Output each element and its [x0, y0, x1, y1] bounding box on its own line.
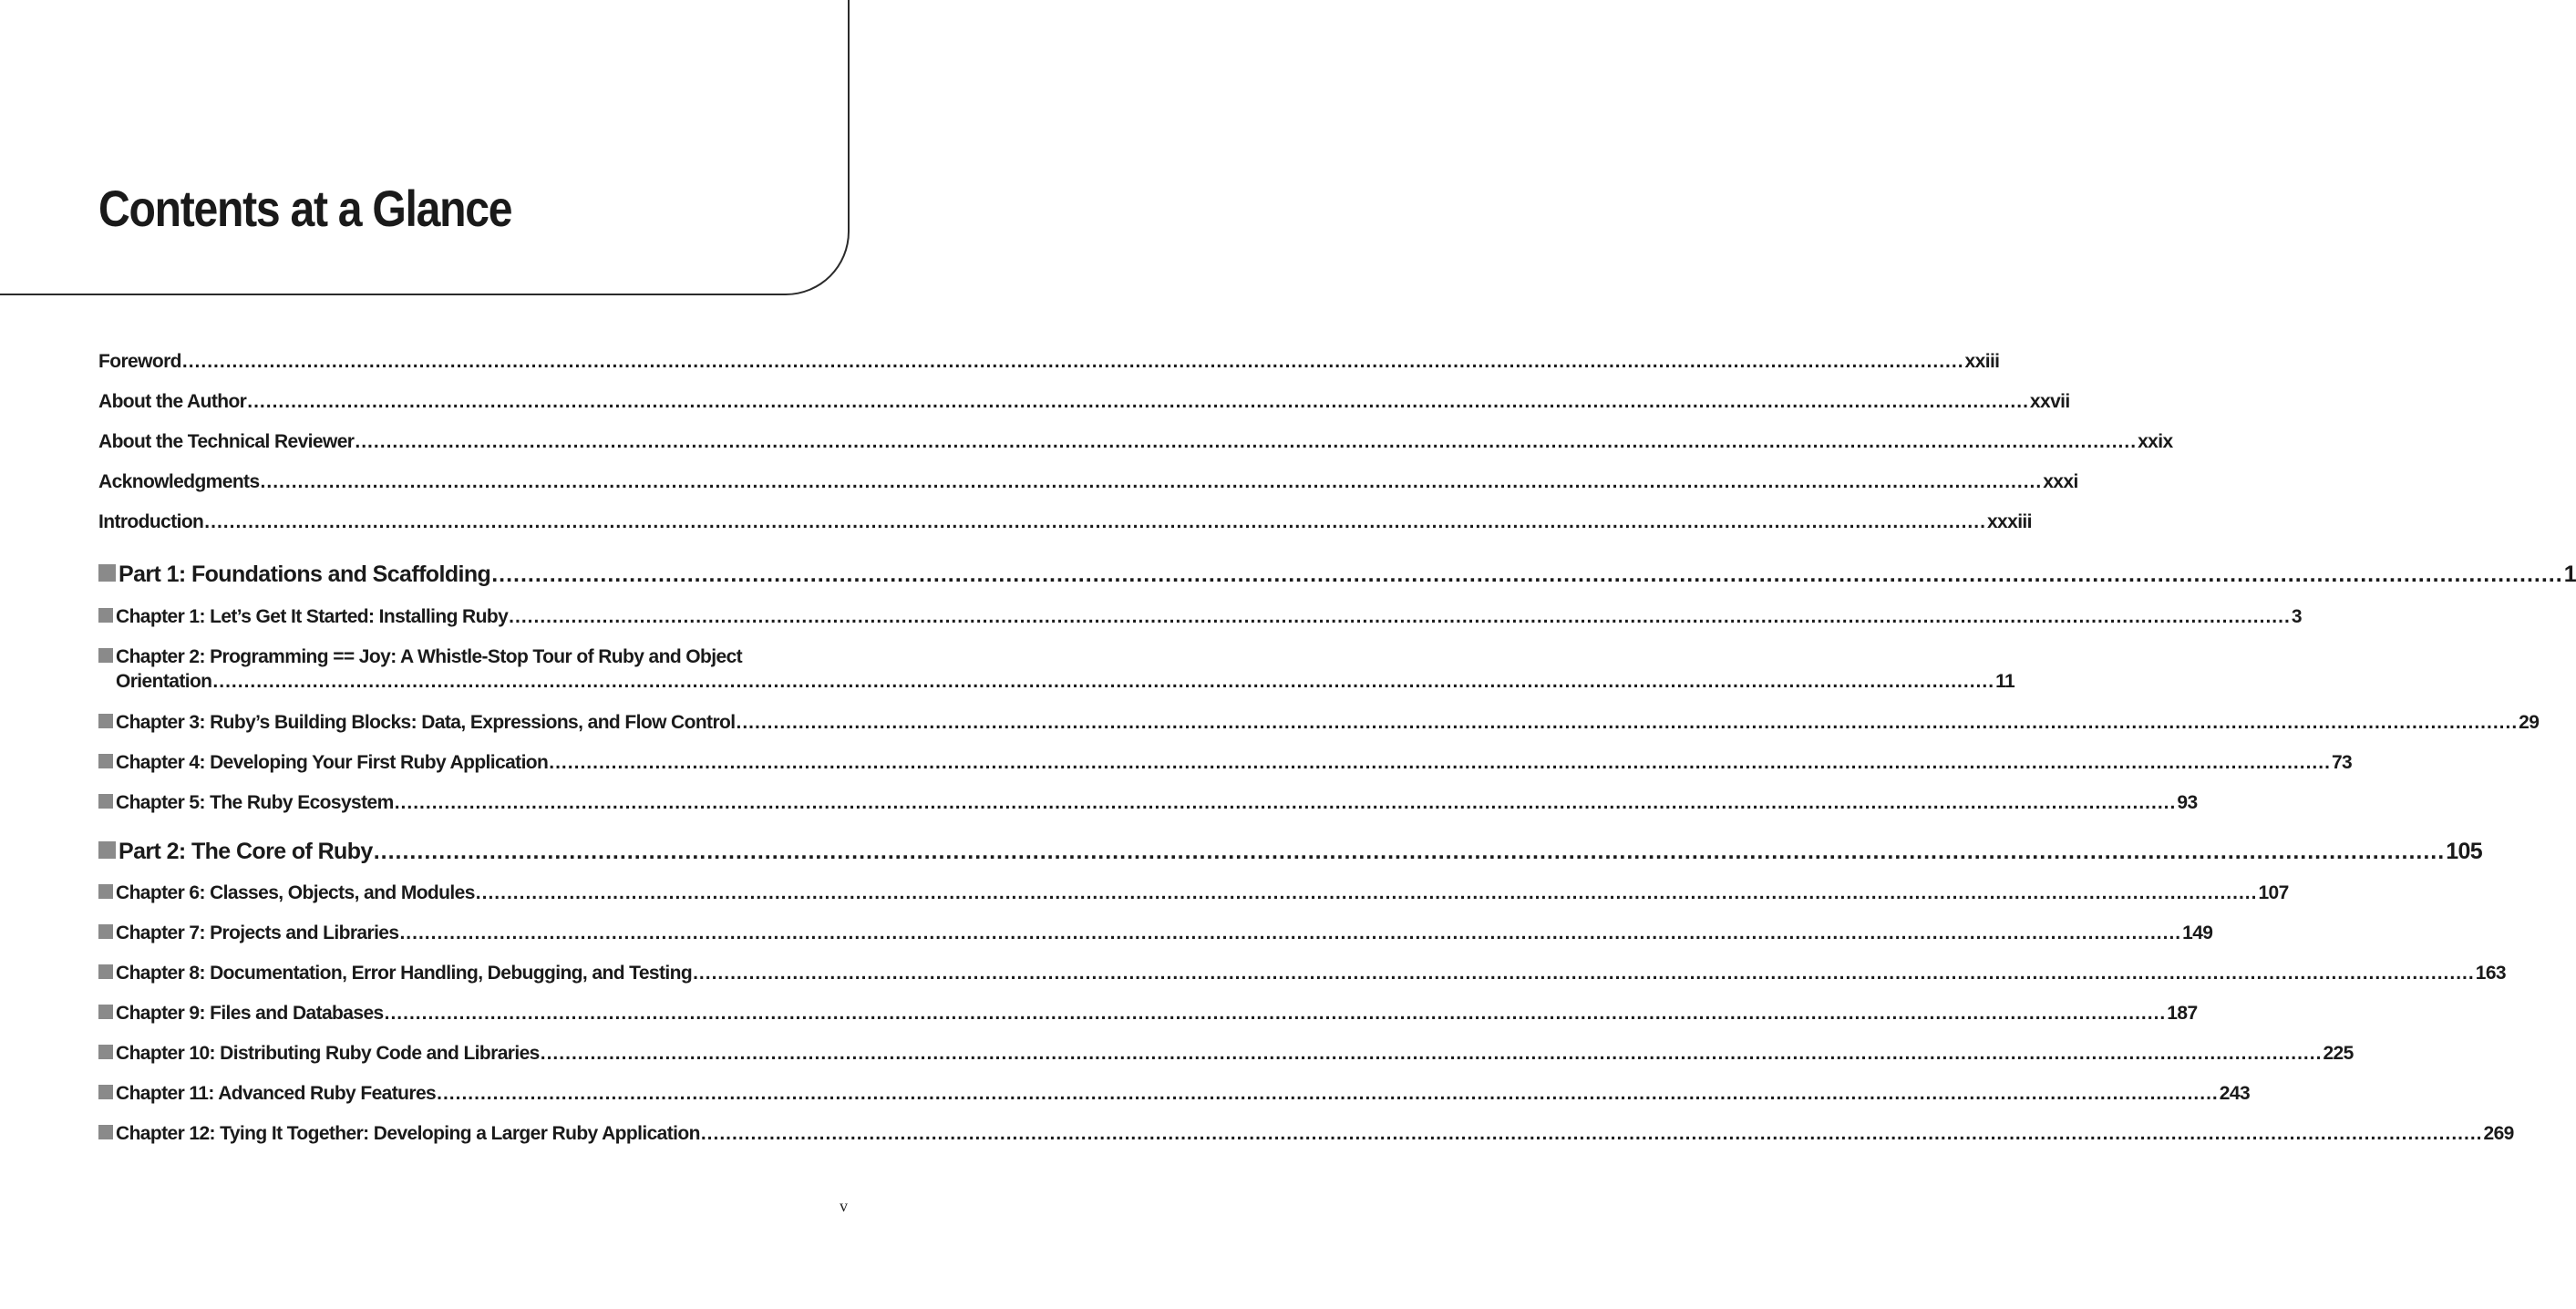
toc-chapter-label: Chapter 12: Tying It Together: Developing a Larger Ruby Application: [116, 1123, 700, 1144]
toc-chapter-label: Chapter 1: Let’s Get It Started: Installing Ruby: [116, 606, 509, 627]
toc-entry-label: Introduction: [98, 511, 204, 532]
toc-entry-label: About the Author: [98, 391, 247, 412]
toc-chapter-1[interactable]: [98, 606, 2302, 628]
toc-chapter-page: 225: [2323, 1043, 2354, 1064]
square-bullet-icon: [98, 794, 113, 809]
toc-chapter-label: Chapter 9: Files and Databases: [116, 1003, 384, 1024]
toc-chapter-label: Chapter 3: Ruby’s Building Blocks: Data, Expressions, and Flow Control: [116, 712, 736, 733]
leader-dots: ..............................................................................................................................................................................................................................................................................................: [491, 562, 2563, 587]
toc-entry-page: xxix: [2138, 431, 2173, 452]
header-frame: [0, 0, 850, 295]
square-bullet-icon: [98, 841, 116, 859]
square-bullet-icon: [98, 754, 113, 768]
toc-entry-page: xxvii: [2029, 391, 2070, 412]
toc-chapter-2-line2[interactable]: [116, 671, 2015, 693]
leader-dots: ..............................................................................................................................................................................................................................................................................................: [212, 671, 1995, 692]
toc-chapter-4[interactable]: [98, 752, 2353, 774]
toc-entry-label: Acknowledgments: [98, 471, 260, 492]
toc-chapter-page: 187: [2167, 1003, 2198, 1024]
toc-chapter-12[interactable]: [98, 1123, 2514, 1145]
toc-chapter-page: 73: [2331, 752, 2353, 773]
leader-dots: ..............................................................................................................................................................................................................................................................................................: [399, 922, 2182, 943]
toc-entry-page: xxiii: [1964, 351, 2000, 372]
toc-part-1[interactable]: [98, 562, 2576, 588]
toc-entry-technical-reviewer[interactable]: [98, 431, 2173, 453]
toc-entry-label: About the Technical Reviewer: [98, 431, 355, 452]
toc-entry-page: xxxiii: [1986, 511, 2032, 532]
toc-entry-label: Foreword: [98, 351, 181, 372]
toc-part-2[interactable]: [98, 839, 2483, 865]
square-bullet-icon: [98, 964, 113, 979]
toc-part-page: 105: [2446, 839, 2483, 864]
leader-dots: ..............................................................................................................................................................................................................................................................................................: [693, 963, 2475, 984]
toc-chapter-6[interactable]: [98, 882, 2289, 904]
leader-dots: ..............................................................................................................................................................................................................................................................................................: [475, 882, 2258, 903]
toc-chapter-3[interactable]: [98, 712, 2540, 734]
leader-dots: ..............................................................................................................................................................................................................................................................................................: [540, 1043, 2323, 1064]
toc-chapter-page: 269: [2483, 1123, 2514, 1144]
toc-chapter-8[interactable]: [98, 963, 2506, 984]
toc-chapter-page: 107: [2258, 882, 2289, 903]
square-bullet-icon: [98, 564, 116, 582]
toc-chapter-page: 29: [2519, 712, 2540, 733]
toc-chapter-label: Chapter 10: Distributing Ruby Code and Libraries: [116, 1043, 540, 1064]
toc-chapter-page: 163: [2475, 963, 2506, 984]
toc-entry-introduction[interactable]: [98, 511, 2032, 533]
toc-chapter-label: Chapter 11: Advanced Ruby Features: [116, 1083, 437, 1104]
square-bullet-icon: [98, 924, 113, 939]
toc-entry-acknowledgments[interactable]: [98, 471, 2078, 493]
square-bullet-icon: [98, 884, 113, 899]
toc-chapter-label: Chapter 6: Classes, Objects, and Modules: [116, 882, 475, 903]
toc-chapter-label: Chapter 4: Developing Your First Ruby Application: [116, 752, 549, 773]
leader-dots: ..............................................................................................................................................................................................................................................................................................: [394, 792, 2177, 813]
square-bullet-icon: [98, 1125, 113, 1139]
leader-dots: ..............................................................................................................................................................................................................................................................................................: [700, 1123, 2483, 1144]
page-number: v: [840, 1197, 848, 1215]
leader-dots: ..............................................................................................................................................................................................................................................................................................: [437, 1083, 2219, 1104]
leader-dots: ..............................................................................................................................................................................................................................................................................................: [260, 471, 2043, 492]
toc-entry-foreword[interactable]: [98, 351, 2000, 373]
toc-chapter-label: Chapter 8: Documentation, Error Handling, Debugging, and Testing: [116, 963, 693, 984]
square-bullet-icon: [98, 1005, 113, 1019]
toc-chapter-10[interactable]: [98, 1043, 2354, 1065]
toc-part-label: Part 1: Foundations and Scaffolding: [118, 562, 491, 587]
toc-part-page: 1: [2563, 562, 2576, 587]
toc-chapter-7[interactable]: [98, 922, 2213, 944]
leader-dots: ..............................................................................................................................................................................................................................................................................................: [204, 511, 1986, 532]
leader-dots: ..............................................................................................................................................................................................................................................................................................: [549, 752, 2331, 773]
square-bullet-icon: [98, 1045, 113, 1059]
leader-dots: ..............................................................................................................................................................................................................................................................................................: [736, 712, 2519, 733]
square-bullet-icon: [98, 648, 113, 663]
page-title: Contents at a Glance: [98, 180, 512, 237]
leader-dots: ..............................................................................................................................................................................................................................................................................................: [373, 839, 2446, 864]
square-bullet-icon: [98, 714, 113, 728]
toc-chapter-11[interactable]: [98, 1083, 2251, 1105]
toc-chapter-5[interactable]: [98, 792, 2198, 814]
toc-chapter-page: 3: [2291, 606, 2302, 627]
leader-dots: ..............................................................................................................................................................................................................................................................................................: [509, 606, 2291, 627]
toc-chapter-label: Chapter 7: Projects and Libraries: [116, 922, 399, 943]
leader-dots: ..............................................................................................................................................................................................................................................................................................: [247, 391, 2029, 412]
toc-chapter-label: Chapter 5: The Ruby Ecosystem: [116, 792, 394, 813]
toc-chapter-page: 149: [2182, 922, 2213, 943]
toc-chapter-label: Chapter 2: Programming == Joy: A Whistle-Stop Tour of Ruby and Object: [116, 646, 743, 667]
leader-dots: ..............................................................................................................................................................................................................................................................................................: [355, 431, 2138, 452]
leader-dots: ..............................................................................................................................................................................................................................................................................................: [384, 1003, 2167, 1024]
toc-chapter-page: 243: [2219, 1083, 2251, 1104]
toc-chapter-9[interactable]: [98, 1003, 2198, 1025]
toc-entry-about-author[interactable]: [98, 391, 2070, 413]
toc-part-label: Part 2: The Core of Ruby: [118, 839, 373, 864]
leader-dots: ..............................................................................................................................................................................................................................................................................................: [181, 351, 1964, 372]
toc-entry-page: xxxi: [2043, 471, 2078, 492]
toc-chapter-2-line1[interactable]: [98, 646, 742, 668]
square-bullet-icon: [98, 608, 113, 623]
toc-chapter-page: 11: [1995, 671, 2015, 692]
toc-chapter-page: 93: [2177, 792, 2198, 813]
square-bullet-icon: [98, 1085, 113, 1099]
toc-chapter-label-continued: Orientation: [116, 671, 212, 692]
